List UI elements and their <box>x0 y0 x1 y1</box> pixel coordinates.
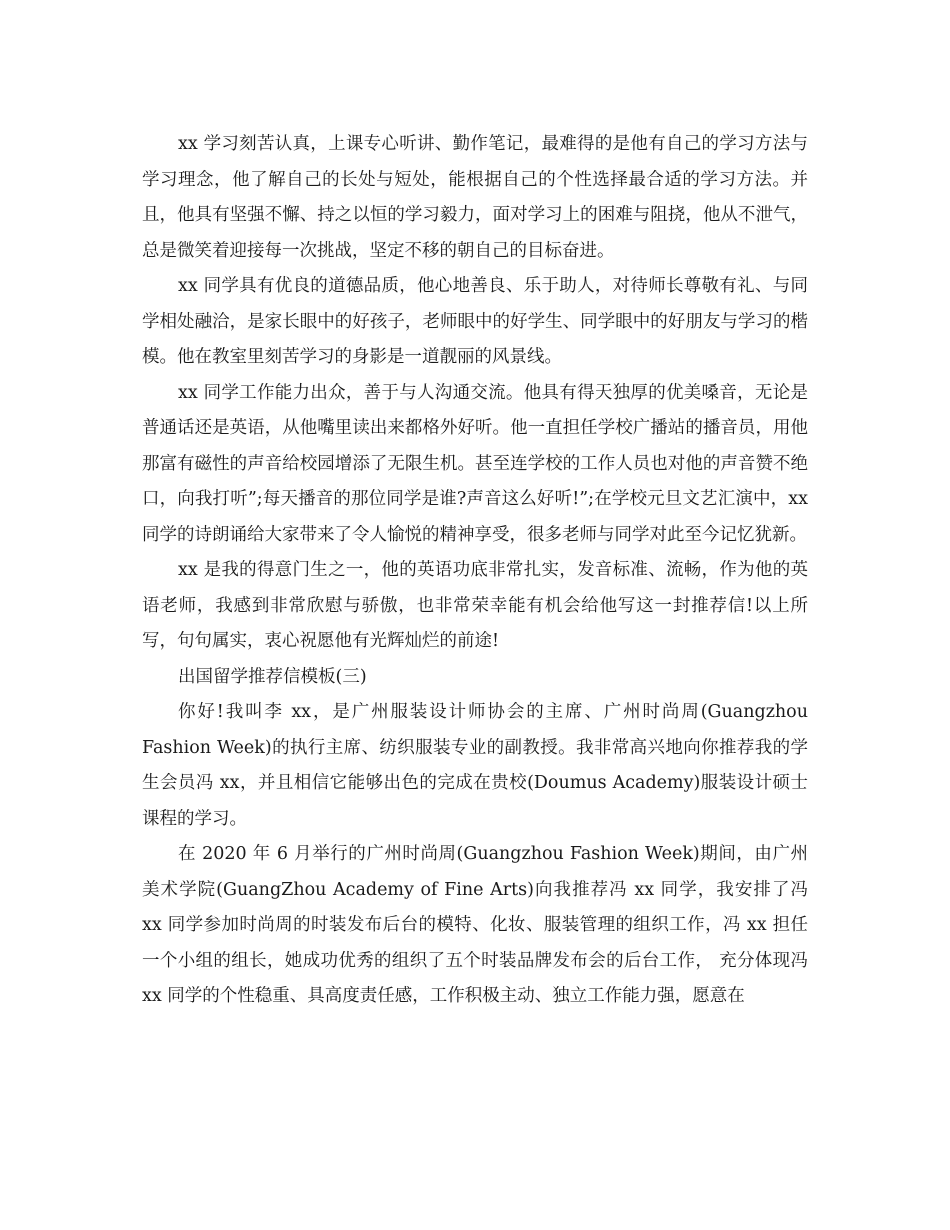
section-heading: 出国留学推荐信模板(三) <box>178 666 367 687</box>
paragraph-moral-character: xx 同学具有优良的道德品质，他心地善良、乐于助人，对待师长尊敬有礼、与同学相处融洽，是家长眼中的好孩子，老师眼中的好学生、同学眼中的好朋友与学习的楷模。他在教室里刻苦学习的身影是一道靓丽的风景线。 <box>142 276 808 367</box>
document-body <box>142 127 808 1015</box>
paragraph-introduction: 你好!我叫李 xx，是广州服装设计师协会的主席、广州时尚周(Guangzhou Fashion Week)的执行主席、纺织服装专业的副教授。我非常高兴地向你推荐我的学生会员冯 xx，并且相信它能够出色的完成在贵校(Doumus Academy)服装设计硕士课程的学习。 <box>142 702 808 829</box>
paragraph-fashion-week: 在 2020 年 6 月举行的广州时尚周(Guangzhou Fashion Week)期间，由广州美术学院(GuangZhou Academy of Fine Arts)向我推荐冯 xx 同学，我安排了冯 xx 同学参加时尚周的时装发布后台的模特、化妆、服装管理的组织工作，冯 xx 担任一个小组的组长，她成功优秀的组织了五个时装品牌发布会的后台工作， 充分体现冯 xx 同学的个性稳重、具高度责任感，工作积极主动、独立工作能力强，愿意在 <box>142 844 808 1006</box>
paragraph-conclusion: xx 是我的得意门生之一，他的英语功底非常扎实，发音标准、流畅，作为他的英语老师，我感到非常欣慰与骄傲，也非常荣幸能有机会给他写这一封推荐信!以上所写，句句属实，衷心祝愿他有光辉灿烂的前途! <box>142 560 808 651</box>
paragraph-study-habits: xx 学习刻苦认真，上课专心听讲、勤作笔记，最难得的是他有自己的学习方法与学习理念，他了解自己的长处与短处，能根据自己的个性选择最合适的学习方法。并且，他具有坚强不懈、持之以恒的学习毅力，面对学习上的困难与阻挠，他从不泄气，总是微笑着迎接每一次挑战，坚定不移的朝自己的目标奋进。 <box>142 134 808 261</box>
paragraph-work-ability: xx 同学工作能力出众，善于与人沟通交流。他具有得天独厚的优美嗓音，无论是普通话还是英语，从他嘴里读出来都格外好听。他一直担任学校广播站的播音员，用他那富有磁性的声音给校园增添了无限生机。甚至连学校的工作人员也对他的声音赞不绝口，向我打听”;每天播音的那位同学是谁?声音这么好听!”;在学校元旦文艺汇演中，xx 同学的诗朗诵给大家带来了令人愉悦的精神享受，很多老师与同学对此至今记忆犹新。 <box>142 382 808 545</box>
